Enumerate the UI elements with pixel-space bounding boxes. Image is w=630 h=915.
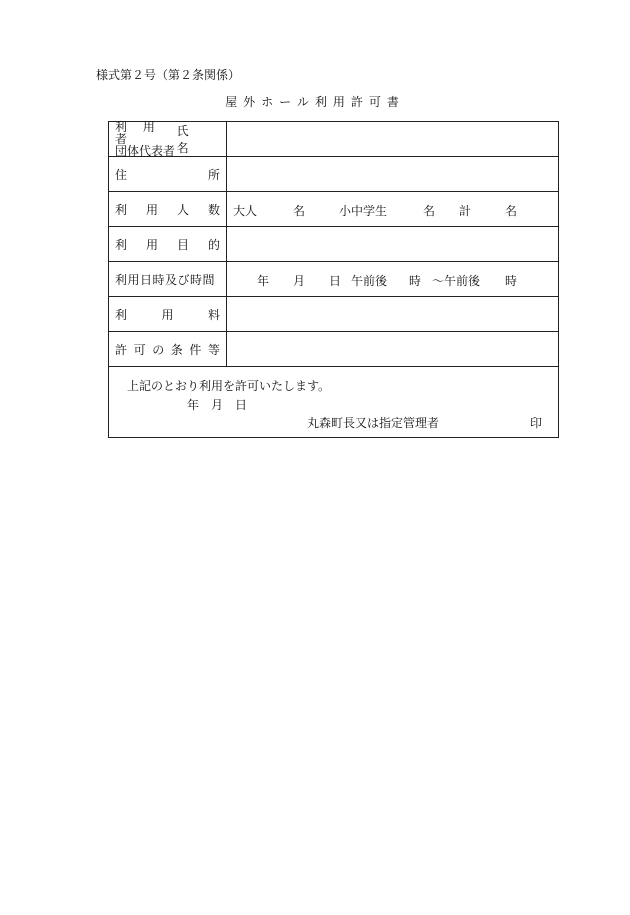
label-char: 用 xyxy=(145,237,158,252)
row-address xyxy=(109,157,558,192)
datetime-field[interactable] xyxy=(227,262,558,296)
label-user xyxy=(109,122,227,156)
address-field[interactable] xyxy=(227,157,558,191)
conditions-field[interactable] xyxy=(227,332,558,366)
label-fee xyxy=(109,297,227,331)
label-char: 件 xyxy=(189,342,202,357)
label-char: 用 xyxy=(161,307,174,322)
ampm-end: 〜午前後 xyxy=(432,274,481,288)
fee-field[interactable] xyxy=(227,297,558,331)
label-purpose xyxy=(109,227,227,261)
adult-label: 大人 xyxy=(233,204,258,218)
child-label: 小中学生 xyxy=(339,204,388,218)
row-user xyxy=(109,122,558,157)
purpose-field[interactable] xyxy=(227,227,558,261)
count-field[interactable] xyxy=(227,192,558,226)
label-char: 料 xyxy=(207,307,220,322)
label-char: 住 xyxy=(115,167,128,182)
approval-date: 年 月 日 xyxy=(187,398,248,412)
label-char: 可 xyxy=(133,342,146,357)
label-user-top: 利 用 者 xyxy=(115,120,161,146)
issuer: 丸森町長又は指定管理者 xyxy=(307,416,440,430)
label-conditions xyxy=(109,332,227,366)
label-char: の xyxy=(152,342,165,357)
permit-table xyxy=(108,121,559,438)
row-count xyxy=(109,192,558,227)
ampm-start: 午前後 xyxy=(351,274,388,288)
label-char: 目 xyxy=(176,237,189,252)
label-char: 数 xyxy=(207,202,220,217)
label-char: 用 xyxy=(145,202,158,217)
row-purpose xyxy=(109,227,558,262)
label-char: 利 xyxy=(115,202,128,217)
form-number: 様式第２号（第２条関係） xyxy=(96,68,241,82)
approval-statement: 上記のとおり利用を許可いたします。 xyxy=(127,379,331,393)
row-fee xyxy=(109,297,558,332)
label-char: 的 xyxy=(207,237,220,252)
user-name-field[interactable] xyxy=(227,122,558,156)
total-unit: 名 xyxy=(505,204,518,218)
label-datetime: 利用日時及び時間 xyxy=(109,262,227,296)
label-address xyxy=(109,157,227,191)
label-count xyxy=(109,192,227,226)
label-char: 所 xyxy=(207,167,220,182)
total-label: 計 xyxy=(459,204,472,218)
hour-start-unit: 時 xyxy=(409,274,422,288)
label-char: 等 xyxy=(207,342,220,357)
seal-mark: 印 xyxy=(529,416,542,430)
child-unit: 名 xyxy=(423,204,436,218)
label-user-name: 氏 名 xyxy=(176,124,197,155)
label-user-bottom: 団体代表者 xyxy=(115,144,176,158)
page-title: 屋外ホール利用許可書 xyxy=(225,95,405,109)
row-conditions xyxy=(109,332,558,367)
label-char: 利 xyxy=(115,307,128,322)
adult-unit: 名 xyxy=(293,204,306,218)
hour-end-unit: 時 xyxy=(505,274,518,288)
label-char: 許 xyxy=(115,342,128,357)
row-datetime xyxy=(109,262,558,297)
label-char: 条 xyxy=(170,342,183,357)
label-char: 人 xyxy=(176,202,189,217)
day-unit: 日 xyxy=(329,274,342,288)
approval-section xyxy=(109,367,558,437)
month-unit: 月 xyxy=(293,274,306,288)
year-unit: 年 xyxy=(257,274,270,288)
label-char: 利 xyxy=(115,237,128,252)
